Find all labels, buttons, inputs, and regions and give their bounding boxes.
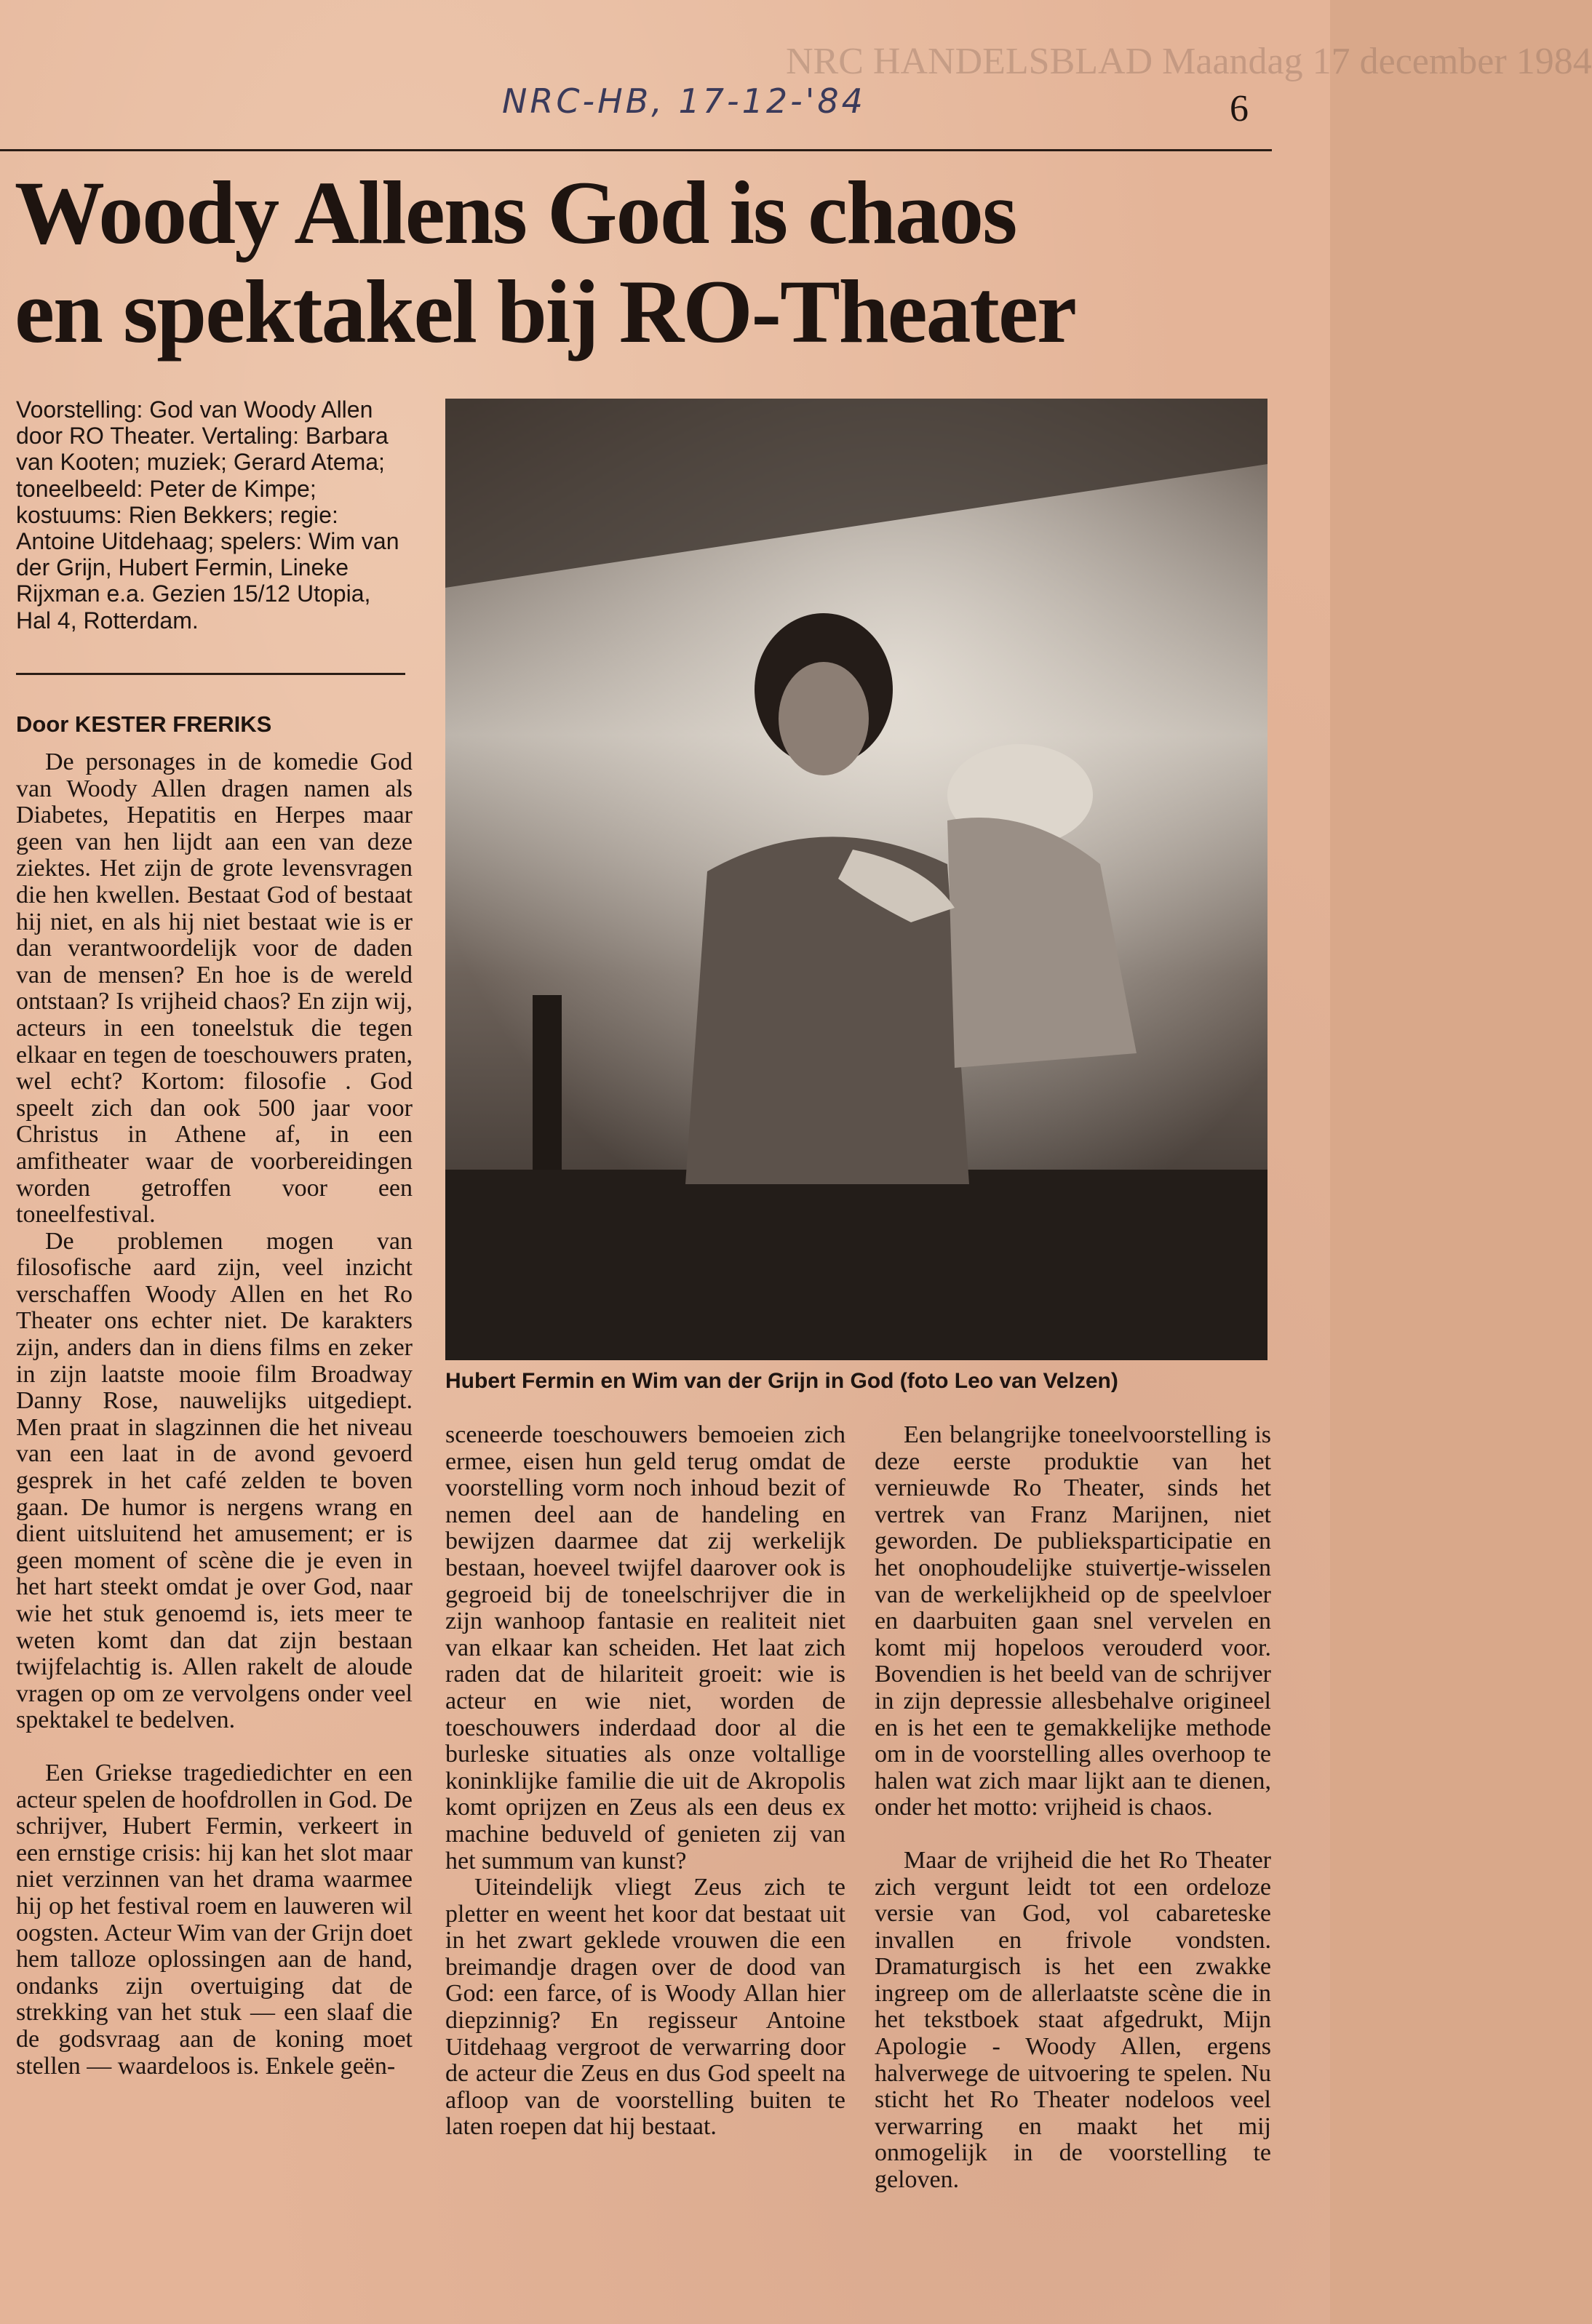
headline-line-1: Woody Allens God is chaos — [15, 163, 1016, 263]
photo-caption: Hubert Fermin en Wim van der Grijn in God (foto Leo van Velzen) — [445, 1369, 1118, 1393]
header-rule — [0, 149, 1272, 151]
headline — [15, 164, 1281, 362]
article-column-3 — [875, 1422, 1271, 2194]
page-number: 6 — [1230, 88, 1249, 129]
production-credits: Voorstelling: God van Woody Allen door RO Theater. Vertaling: Barbara van Kooten; muziek; Gerard Atema; toneelbeeld: Peter de Kimpe; kostuums: Rien Bekkers; regie: Antoine Uitdehaag; spelers: Wim van der Grijn, Hubert Fermin, Lineke Rijxman e.a. Gezien 15/12 Utopia, Hal 4, Rotterdam. — [16, 396, 399, 634]
article-column-2 — [445, 1422, 845, 2141]
column1-paragraph-2: De problemen mogen van filosofische aard zijn, veel inzicht verschaffen Woody Allen en het Ro Theater ons echter niet. De karakters zijn, anders dan in diens films en zeker in zijn laatste mooie film Broadway Danny Rose, nauwelijks uitgediept. Men praat in slagzinnen die het niveau van een laat in de avond gevoerd gesprek in het café zelden te boven gaan. De humor is nergens wrang en dient uitsluitend het amusement; er is geen moment of scène die je even in het hart steekt omdat je over God, naar wie het stuk genoemd is, iets meer te weten komt dan dat zijn bestaan twijfelachtig is. Allen rakelt de aloude vragen op om ze vervolgens onder veel spektakel te bedelven. — [16, 1227, 413, 1734]
column1-paragraph-3: Een Griekse tragediedichter en een acteur spelen de hoofdrollen in God. De schrijver, Hubert Fermin, verkeert in een ernstige crisis: hij kan het slot maar niet verzinnen van het drama waarmee hij op het festival roem en lauweren wil oogsten. Acteur Wim van der Grijn doet hem talloze oplossingen aan de hand, ondanks zijn overtuiging dat de strekking van het stuk — een slaaf die de godsvraag aan de koning moet stellen — waardeloos is. Enkele geën- — [16, 1759, 413, 2080]
production-photo — [445, 399, 1267, 1360]
byline: Door KESTER FRERIKS — [16, 711, 272, 737]
column1-paragraph-1: De personages in de komedie God van Woody Allen dragen namen als Diabetes, Hepatitis en Herpes maar geen van hen lijdt aan een van deze ziektes. Het zijn de grote levensvragen die hen kwellen. Bestaat God of bestaat hij niet, en als hij niet bestaat wie is er dan verantwoordelijk voor de daden van de mensen? En hoe is de wereld ontstaan? Is vrijheid chaos? En zijn wij, acteurs in een toneelstuk die tegen elkaar en tegen de toeschouwers praten, wel echt? Kortom: filosofie . God speelt zich dan ook 500 jaar voor Christus in Athene af, in een amfitheater waar de voorbereidingen worden getroffen voor een toneelfestival. — [16, 748, 413, 1229]
column2-paragraph-2: Uiteindelijk vliegt Zeus zich te pletter en weent het koor dat bestaat uit in het zwart geklede vrouwen die een breimandje dragen over de dood van God: een farce, of is Woody Allan hier diepzinnig? En regisseur Antoine Uitdehaag vergroot de verwarring door de acteur die Zeus en dus God speelt na afloop van de voorstelling buiten te laten roepen dat hij bestaat. — [445, 1874, 845, 2141]
headline-line-2: en spektakel bij RO-Theater — [15, 262, 1076, 362]
column3-paragraph-2: Maar de vrijheid die het Ro Theater zich vergunt leidt tot een ordeloze versie van God, vol cabareteske invallen en frivole vondsten. Dramaturgisch is het een zwakke ingreep om de allerlaatste scène die in het tekstboek staat afgedrukt, Mijn Apologie - Woody Allen, ergens halverwege de uitvoering te spelen. Nu sticht het Ro Theater nodeloos veel verwarring en maakt het mij onmogelijk in de voorstelling te geloven. — [875, 1846, 1271, 2194]
handwritten-date-note: NRC-HB, 17-12-'84 — [502, 81, 866, 121]
column3-paragraph-1: Een belangrijke toneelvoorstelling is deze eerste produktie van het vernieuwde Ro Theater, sinds het vertrek van Franz Marijnen, niet geworden. De publieksparticipatie en het onophoudelijke stuivertje-wisselen van de werkelijkheid op de speelvloer en daarbuiten gaan snel vervelen en komt mij hopeloos verouderd voor. Bovendien is het beeld van de schrijver in zijn depressie allesbehalve origineel en is het een te gemakkelijke methode om in de voorstelling alles overhoop te halen wat zich maar lijkt aan te dienen, onder het motto: vrijheid is chaos. — [875, 1421, 1271, 1821]
photo-image — [445, 399, 1267, 1360]
article-column-1 — [16, 749, 413, 2080]
bleed-through-text: NRC HANDELSBLAD Maandag 17 december 1984 — [786, 41, 1592, 82]
credits-divider — [16, 673, 405, 675]
column2-paragraph-1: sceneerde toeschouwers bemoeien zich ermee, eisen hun geld terug omdat de voorstelling vorm noch inhoud bezit of nemen deel aan de handeling en bewijzen daarmee dat zij werkelijk bestaan, hoeveel twijfel daarover ook is gegroeid bij de toneelschrijver die in zijn wanhoop fantasie en realiteit niet van elkaar kan scheiden. Het laat zich raden dat de hilariteit groeit: wie is acteur en wie niet, worden de toeschouwers inderdaad door al die burleske situaties als onze voltallige koninklijke familie die uit de Akropolis komt oprijzen en Zeus als een deus ex machine beduveld of genieten zij van het summum van kunst? — [445, 1421, 845, 1874]
